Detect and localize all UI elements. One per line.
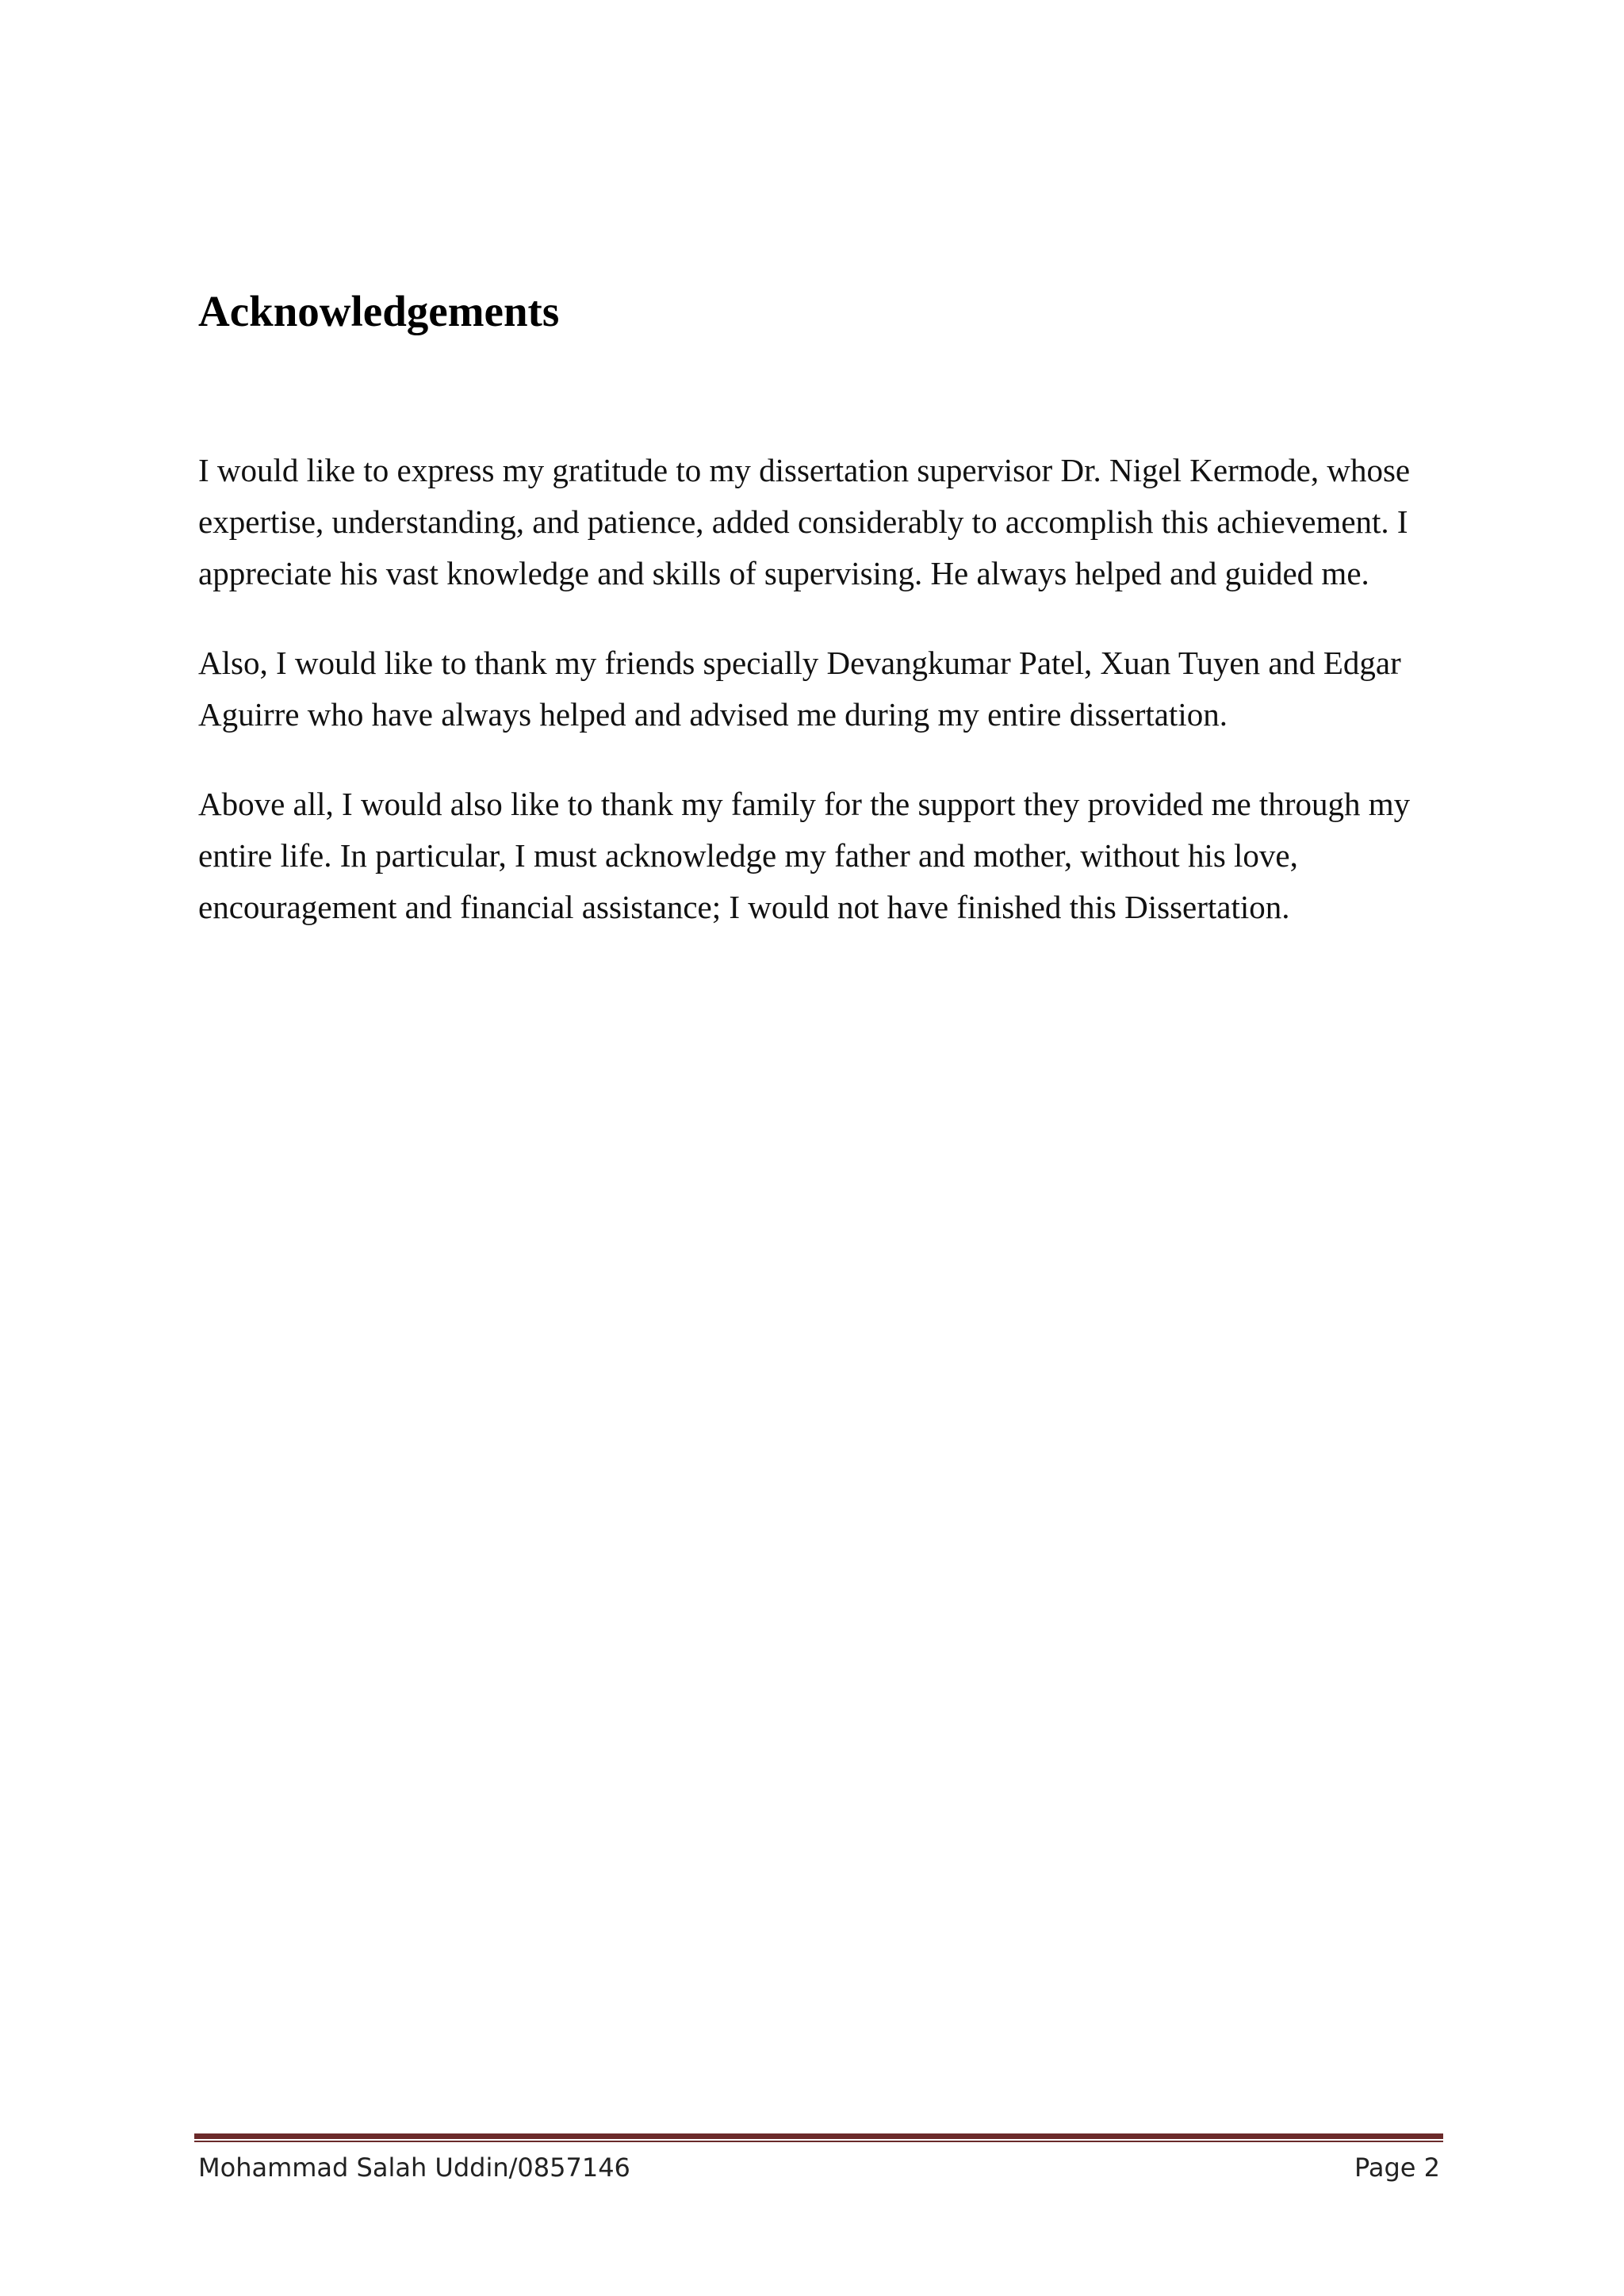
footer-divider-thin [194, 2141, 1443, 2142]
page-content [198, 285, 1435, 971]
footer-divider-thick [194, 2133, 1443, 2139]
footer-divider [194, 2133, 1443, 2142]
page-title: Acknowledgements [198, 287, 560, 335]
body-text [198, 445, 1435, 933]
footer-page-number: Page 2 [1354, 2152, 1440, 2183]
paragraph-supervisor: I would like to express my gratitude to my dissertation supervisor Dr. Nigel Kermode, whose expertise, understanding, and patience, added considerably to accomplish this achievement. I appreciate his vast knowledge and skills of supervising. He always helped and guided me. [198, 452, 1411, 591]
paragraph-family: Above all, I would also like to thank my family for the support they provided me through my entire life. In particular, I must acknowledge my father and mother, without his love, encouragement and financial assistance; I would not have finished this Dissertation. [198, 786, 1411, 925]
page-footer [198, 2152, 1440, 2183]
footer-author: Mohammad Salah Uddin/0857146 [198, 2152, 630, 2183]
paragraph-friends: Also, I would like to thank my friends specially Devangkumar Patel, Xuan Tuyen and Edgar Aguirre who have always helped and advised me during my entire dissertation. [198, 645, 1401, 733]
